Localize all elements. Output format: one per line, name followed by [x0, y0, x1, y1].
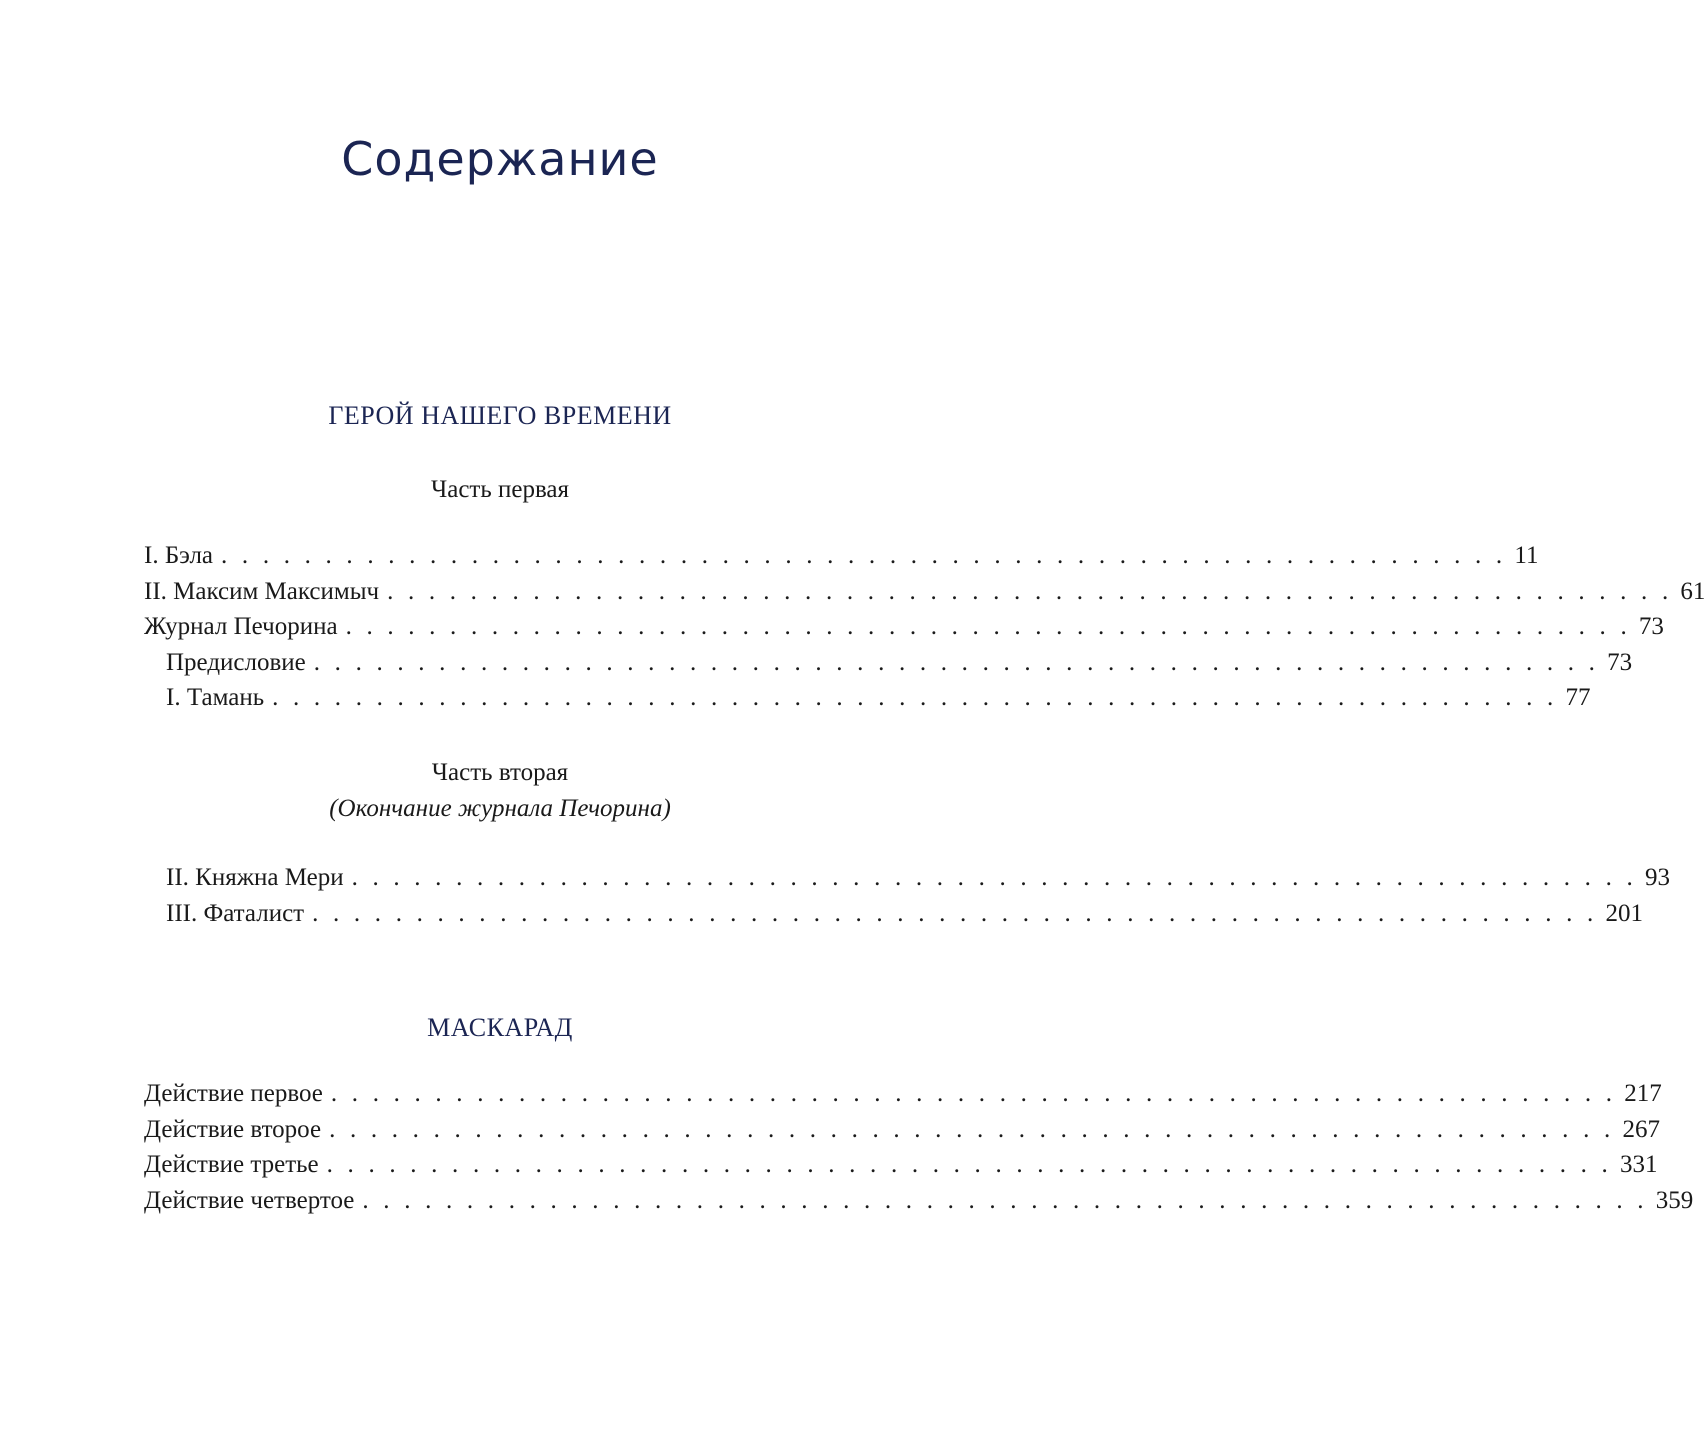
- toc-entry-page: 73: [1607, 648, 1633, 676]
- dot-leader: . . . . . . . . . . . . . . . . . . . . . . . . . . . . . . . . . . . . . . . . . . . . . . . . . . . . . . . . . . . . . .: [272, 684, 1558, 711]
- toc-entry-title: III. Фаталист: [166, 899, 305, 927]
- toc-entry[interactable]: [144, 1080, 1662, 1116]
- toc-entry-title: II. Княжна Мери: [166, 864, 344, 891]
- page-title: Содержание: [341, 132, 659, 186]
- toc-entry-page: 77: [1565, 684, 1591, 711]
- section-heading-masquerade: МАСКАРАД: [427, 1013, 573, 1042]
- toc-entry[interactable]: [144, 1186, 1694, 1223]
- toc-entry-title: Действие второе: [144, 1115, 322, 1143]
- toc-entry-page: 359: [1655, 1186, 1694, 1214]
- toc-list-part-two: [144, 864, 1670, 935]
- dot-leader: . . . . . . . . . . . . . . . . . . . . . . . . . . . . . . . . . . . . . . . . . . . . . . . . . . . . . . . . . . . . . .: [313, 648, 1600, 676]
- toc-entry-title: Действие третье: [144, 1151, 319, 1178]
- dot-leader: . . . . . . . . . . . . . . . . . . . . . . . . . . . . . . . . . . . . . . . . . . . . . . . . . . . . . . . . . . . . . .: [312, 899, 1598, 927]
- toc-entry[interactable]: [144, 684, 1591, 720]
- toc-entry-title: II. Максим Максимыч: [144, 577, 380, 605]
- section-heading-hero: ГЕРОЙ НАШЕГО ВРЕМЕНИ: [328, 401, 672, 430]
- dot-leader: . . . . . . . . . . . . . . . . . . . . . . . . . . . . . . . . . . . . . . . . . . . . . . . . . . . . . . . . . . . . . .: [362, 1186, 1648, 1214]
- part-subtitle: (Окончание журнала Печорина): [329, 795, 671, 822]
- toc-list-part-one: [144, 542, 1705, 720]
- toc-entry[interactable]: [144, 577, 1705, 614]
- dot-leader: . . . . . . . . . . . . . . . . . . . . . . . . . . . . . . . . . . . . . . . . . . . . . . . . . . . . . . . . . . . . . .: [387, 577, 1673, 605]
- toc-entry-page: 331: [1620, 1151, 1658, 1178]
- toc-entry-page: 61: [1680, 577, 1705, 605]
- part-heading-second: Часть вторая: [431, 759, 569, 786]
- toc-entry[interactable]: [144, 864, 1670, 900]
- toc-entry-title: Предисловие: [166, 648, 306, 676]
- toc-entry-page: 73: [1638, 613, 1664, 640]
- toc-entry-page: 267: [1622, 1115, 1660, 1143]
- toc-entry-title: Журнал Печорина: [144, 613, 338, 640]
- toc-entry[interactable]: [144, 1115, 1660, 1152]
- toc-entry[interactable]: [144, 613, 1664, 649]
- dot-leader: . . . . . . . . . . . . . . . . . . . . . . . . . . . . . . . . . . . . . . . . . . . . . . . . . . . . . . . . . . . . . .: [330, 1080, 1617, 1107]
- part-heading-first: Часть первая: [430, 476, 570, 503]
- toc-entry-page: 217: [1624, 1080, 1662, 1107]
- toc-entry-page: 201: [1605, 899, 1643, 927]
- toc-list-masquerade: [144, 1080, 1694, 1222]
- toc-entry[interactable]: [144, 899, 1643, 936]
- toc-entry-page: 93: [1644, 864, 1670, 891]
- dot-leader: . . . . . . . . . . . . . . . . . . . . . . . . . . . . . . . . . . . . . . . . . . . . . . . . . . . . . . . . . . . . . .: [221, 542, 1507, 569]
- dot-leader: . . . . . . . . . . . . . . . . . . . . . . . . . . . . . . . . . . . . . . . . . . . . . . . . . . . . . . . . . . . . . .: [351, 864, 1637, 891]
- toc-entry-page: 11: [1514, 542, 1539, 569]
- toc-entry-title: Действие четвертое: [144, 1186, 355, 1214]
- toc-entry-title: I. Тамань: [166, 684, 265, 711]
- dot-leader: . . . . . . . . . . . . . . . . . . . . . . . . . . . . . . . . . . . . . . . . . . . . . . . . . . . . . . . . . . . . . .: [329, 1115, 1615, 1143]
- toc-entry[interactable]: [144, 1151, 1658, 1187]
- toc-entry[interactable]: [144, 542, 1539, 578]
- dot-leader: . . . . . . . . . . . . . . . . . . . . . . . . . . . . . . . . . . . . . . . . . . . . . . . . . . . . . . . . . . . . . .: [345, 613, 1631, 640]
- dot-leader: . . . . . . . . . . . . . . . . . . . . . . . . . . . . . . . . . . . . . . . . . . . . . . . . . . . . . . . . . . . . . .: [326, 1151, 1612, 1178]
- toc-entry[interactable]: [144, 648, 1633, 685]
- toc-entry-title: Действие первое: [144, 1080, 323, 1107]
- toc-entry-title: I. Бэла: [144, 542, 214, 569]
